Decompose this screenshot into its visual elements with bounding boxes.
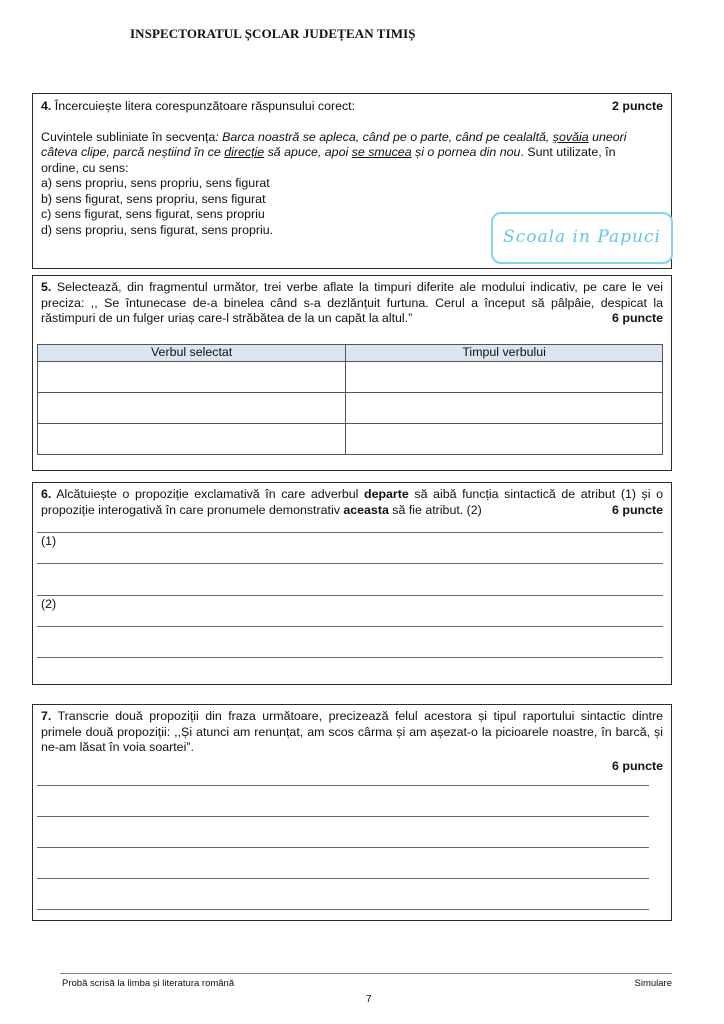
q6-label-2: (2) [41,597,57,611]
footer-subject: Probă scrisă la limba și literatura română [62,978,235,989]
q6-statement [41,487,663,518]
col-verb-header: Verbul selectat [38,345,346,362]
answer-line[interactable] [37,657,663,658]
answer-line[interactable] [37,878,649,879]
q4-option-a[interactable]: a) sens propriu, sens propriu, sens figurat [41,176,270,190]
answer-line[interactable] [37,909,649,910]
q7-statement [41,709,663,756]
q4-option-d[interactable]: d) sens propriu, sens figurat, sens propriu. [41,222,274,237]
page-number: 7 [366,994,372,1005]
answer-line[interactable] [37,816,649,817]
q4-heading [41,99,663,115]
verb-cell-1[interactable] [38,361,346,392]
q6-label-1: (1) [41,534,57,548]
q5-text: Selectează, din fragmentul următor, trei verbe aflate la timpuri diferite ale modului indicativ, pe care le vei preciza: ,, Se întunecase de-a binelea când s-a dezlănțuit furtuna. Cerul a început să pâlpâie, despicat la răstimpuri de un fulger uriaș care-l străbătea de la un capăt la altul.” [41,280,663,325]
table-header-row [38,345,663,362]
answer-line[interactable] [37,847,649,848]
table-row [38,361,663,392]
q4-option-c[interactable]: c) sens figurat, sens figurat, sens propriu [41,207,265,221]
q6-text-a: Alcătuiește o propoziție exclamativă în care adverbul [51,487,365,501]
q4-intro: Cuvintele subliniate în secvența [41,129,216,144]
verb-cell-2[interactable] [38,392,346,423]
q4-quote-c: să apuce, apoi [264,145,352,159]
q7-points: 6 puncte [612,758,663,773]
q5-points: 6 puncte [612,311,663,325]
q4-option-b[interactable]: b) sens figurat, sens propriu, sens figurat [41,191,266,206]
q4-underlined-2: direcție [224,145,265,159]
question-4-box [32,93,672,269]
tense-cell-2[interactable] [346,392,663,423]
q5-statement [41,280,663,327]
q4-underlined-3: se smucea [351,145,412,159]
q6-text-b: să aibă funcția sintactică de atribut (1) și o propoziție interogativă în care pronumele demonstrativ [41,487,663,517]
q4-underlined-1: șovăia [552,129,589,144]
q6-number: 6. [41,487,52,501]
answer-line[interactable] [37,626,663,627]
q4-quote-a: : Barca noastră se apleca, când pe o parte, când pe cealaltă, [215,129,553,144]
answer-line[interactable] [37,595,663,596]
question-7-box [32,704,672,921]
footer-divider [60,973,672,974]
answer-line[interactable] [37,785,649,786]
q4-prompt: Încercuiește litera corespunzătoare răspunsului corect: [51,99,356,113]
q4-number: 4. [41,99,52,113]
q4-statement [41,130,631,177]
tense-cell-3[interactable] [346,423,663,454]
verb-cell-3[interactable] [38,423,346,454]
table-row [38,423,663,454]
q6-points: 6 puncte [612,502,663,517]
q6-text-c: să fie atribut. (2) [388,502,482,517]
watermark-logo: Scoala in Papuci [491,212,673,264]
answer-line[interactable] [37,532,663,533]
q7-number: 7. [41,709,52,723]
q5-number: 5. [41,280,52,294]
q7-text: Transcrie două propoziții din fraza următoare, precizează felul acestora și tipul raportului sintactic dintre primele două propoziții: ,,Și atunci am renunțat, am scos cârma și am așezat-o la picioarele noastre, în barcă, și ne-am lăsat în voia soartei”. [41,709,663,754]
question-5-box [32,275,672,471]
page-header: INSPECTORATUL ȘCOLAR JUDEȚEAN TIMIȘ [130,26,416,41]
q4-tail: . Sunt utilizate, în ordine, cu sens: [41,145,616,175]
q6-word-aceasta: aceasta [343,502,389,517]
q6-word-departe: departe [364,487,409,501]
table-row [38,392,663,423]
q4-quote-d: și o pornea din nou [411,145,521,159]
q4-points: 2 puncte [612,99,663,113]
tense-cell-1[interactable] [346,361,663,392]
question-6-box [32,482,672,685]
col-tense-header: Timpul verbului [346,345,663,362]
footer-exam-type: Simulare [634,978,672,989]
answer-line[interactable] [37,563,663,564]
q4-quote-b: uneori câteva clipe, parcă neștiind în ce [41,129,627,159]
verb-table [37,344,663,455]
